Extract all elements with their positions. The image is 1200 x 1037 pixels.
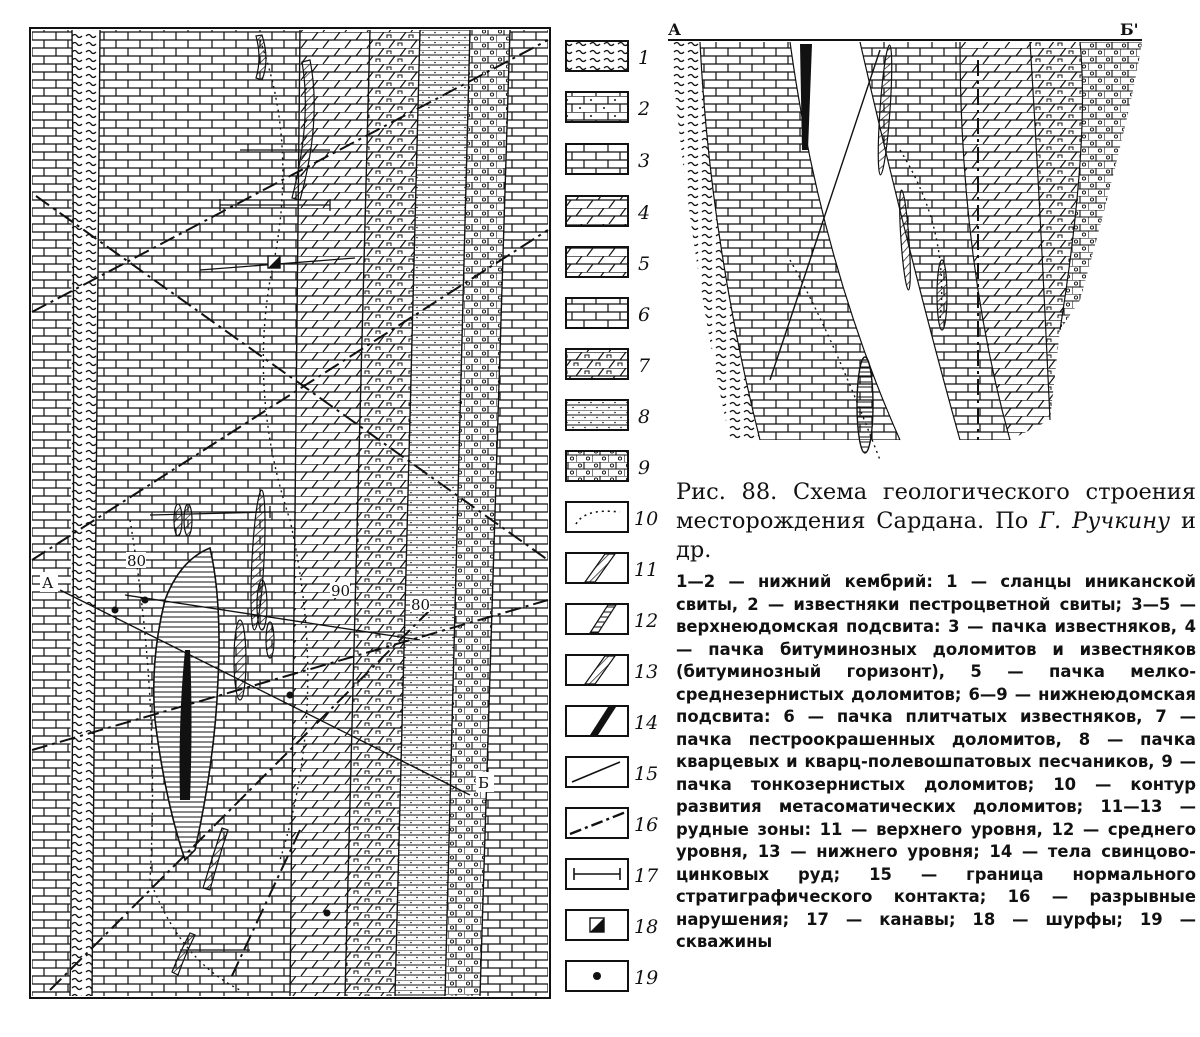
legend-item: [566, 910, 658, 940]
legend-item: [566, 808, 658, 838]
legend-item: [566, 553, 658, 583]
svg-text:14: 14: [634, 712, 659, 734]
legend-item: [566, 196, 650, 226]
dip-label-80-right: 80: [411, 596, 431, 614]
svg-text:8: 8: [638, 406, 651, 428]
legend-item: [566, 961, 658, 991]
svg-text:9: 9: [638, 457, 651, 479]
legend-item: [566, 502, 658, 532]
svg-text:19: 19: [634, 967, 659, 989]
section-left-end-label: А: [668, 20, 682, 39]
figure-caption: [676, 478, 1196, 565]
svg-text:7: 7: [638, 355, 651, 377]
legend-item: [566, 92, 650, 122]
legend-item: [566, 298, 650, 328]
point-b-label: Б: [478, 774, 490, 792]
legend-item: [566, 144, 650, 174]
dip-label-90: 90: [331, 582, 351, 600]
svg-text:3: 3: [638, 150, 651, 172]
legend-item: [566, 41, 650, 71]
svg-text:13: 13: [634, 661, 659, 683]
svg-text:17: 17: [634, 865, 659, 887]
svg-text:10: 10: [634, 508, 659, 530]
legend: [566, 41, 659, 991]
cross-section: [668, 20, 1142, 460]
svg-text:18: 18: [634, 916, 659, 938]
dip-label-80-left: 80: [127, 552, 147, 570]
svg-text:15: 15: [634, 763, 659, 785]
legend-item: [566, 349, 651, 379]
point-a-label: А: [42, 574, 54, 592]
svg-text:5: 5: [638, 253, 651, 275]
section-right-end-label: Б': [1120, 20, 1139, 39]
plan-map: [30, 28, 550, 998]
figure-title: Схема геологического строения месторождения Сардана. По: [676, 479, 1196, 534]
svg-text:4: 4: [638, 202, 651, 224]
svg-text:12: 12: [634, 610, 659, 632]
legend-item: [566, 859, 659, 889]
legend-item: [566, 655, 658, 685]
legend-item: [566, 706, 658, 736]
svg-text:11: 11: [634, 559, 659, 581]
svg-text:6: 6: [638, 304, 651, 326]
legend-item: [566, 604, 658, 634]
figure-number: Рис. 88.: [676, 479, 778, 505]
legend-item: [566, 247, 650, 277]
svg-text:1: 1: [638, 47, 651, 69]
figure-title-tail: и др.: [676, 508, 1196, 563]
svg-text:16: 16: [634, 814, 659, 836]
legend-explanation: 1—2 — нижний кембрий: 1 — сланцы иниканской свиты, 2 — известняки пестроцветной свиты; 3—5 — верхнеюдомская подсвита: 3 — пачка известняков, 4 — пачка битуминозных доломитов и известняков (битуминозный горизонт), 5 — пачка мелко-среднезернистых доломитов; 6—9 — нижнеюдомская подсвита: 6 — пачка плитчатых известняков, 7 — пачка пестроокрашенных доломитов, 8 — пачка кварцевых и кварц-полевошпатовых песчаников, 9 — пачка тонкозернистых доломитов; 10 — контур развития метасоматических доломитов; 11—13 — рудные зоны: 11 — верхнего уровня, 12 — среднего уровня, 13 — нижнего уровня; 14 — тела свинцово-цинковых руд; 15 — граница нормального стратиграфического контакта; 16 — разрывные нарушения; 17 — канавы; 18 — шурфы; 19 — скважины: [676, 572, 1196, 951]
legend-item: [566, 400, 650, 430]
figure-author: Г. Ручкину: [1039, 508, 1171, 534]
legend-item: [566, 451, 650, 481]
svg-text:2: 2: [638, 98, 651, 120]
legend-item: [566, 757, 658, 787]
